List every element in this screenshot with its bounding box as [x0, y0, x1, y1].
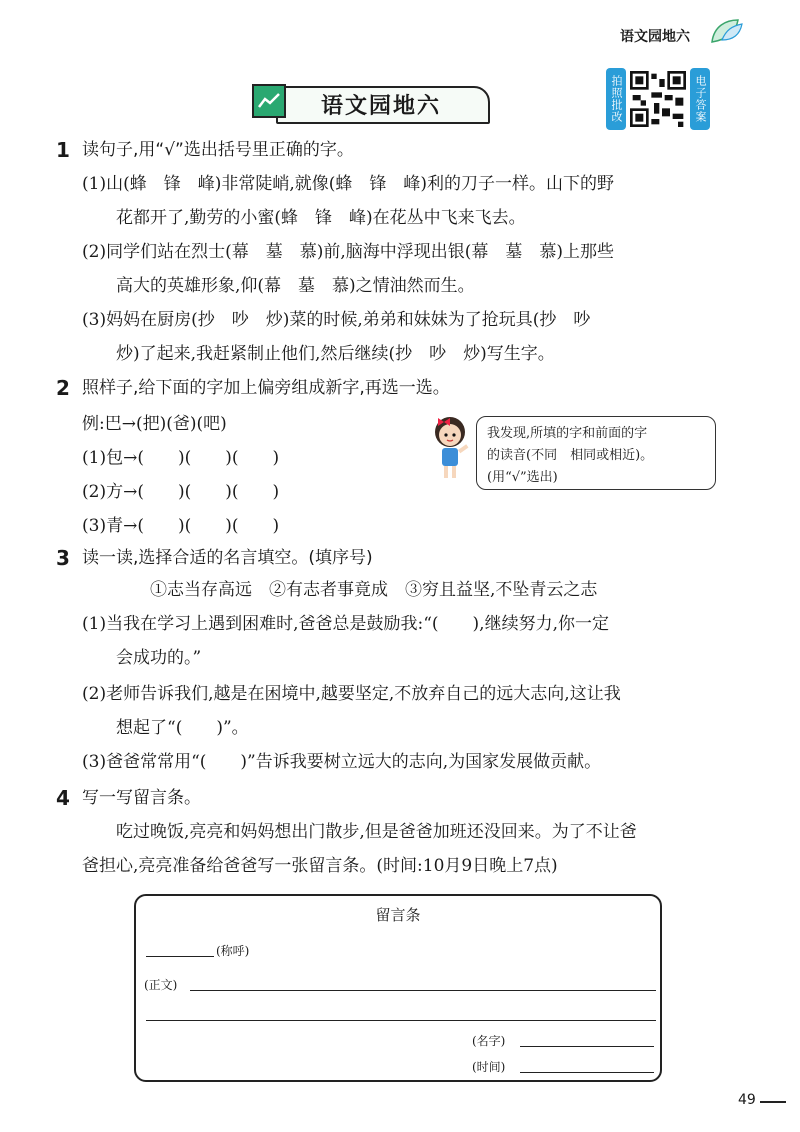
q1-line: 花都开了,勤劳的小蜜(蜂 锋 峰)在花丛中飞来飞去。: [116, 208, 526, 228]
q1-line: (1)山(蜂 锋 峰)非常陡峭,就像(蜂 锋 峰)利的刀子一样。山下的野: [82, 174, 615, 194]
q1-title: 读句子,用“√”选出括号里正确的字。: [82, 140, 354, 160]
body-label: (正文): [144, 978, 178, 992]
running-title: 语文园地六: [620, 29, 690, 45]
q3-line: (3)爸爸常常用“( )”告诉我要树立远大的志向,为国家发展做贡献。: [82, 752, 602, 772]
qr-right-label: 电子答案: [690, 68, 710, 130]
qr-code-icon: [630, 71, 686, 127]
message-note-box: [134, 894, 662, 1082]
qr-block: [606, 68, 710, 130]
time-label: (时间): [472, 1060, 506, 1074]
q1-line: (2)同学们站在烈士(幕 墓 慕)前,脑海中浮现出银(幕 墓 慕)上那些: [82, 242, 615, 262]
q1-line: (3)妈妈在厨房(抄 吵 炒)菜的时候,弟弟和妹妹为了抢玩具(抄 吵: [82, 310, 591, 330]
girl-illustration-icon: [426, 410, 476, 482]
q3-title: 读一读,选择合适的名言填空。(填序号): [82, 548, 373, 568]
banner-title: 语文园地六: [320, 94, 441, 119]
page-number: 49: [738, 1092, 756, 1108]
q2-title: 照样子,给下面的字加上偏旁组成新字,再选一选。: [82, 378, 450, 398]
hint-line: 的读音(不同 相同或相近)。: [487, 448, 654, 463]
q2-example: 例:巴→(把)(爸)(吧): [82, 414, 227, 434]
time-line[interactable]: [520, 1072, 654, 1073]
q4-title: 写一写留言条。: [82, 788, 201, 808]
q4-line: 吃过晚饭,亮亮和妈妈想出门散步,但是爸爸加班还没回来。为了不让爸: [116, 822, 637, 842]
name-line[interactable]: [520, 1046, 654, 1047]
q2-item: (2)方→( )( )( ): [82, 482, 280, 502]
salutation-label: (称呼): [216, 944, 250, 958]
q2-item: (3)青→( )( )( ): [82, 516, 280, 536]
leaf-icon: [708, 16, 744, 46]
page-number-rule: [760, 1101, 786, 1103]
hint-line: (用“√”选出): [487, 470, 558, 485]
q3-line: (2)老师告诉我们,越是在困境中,越要坚定,不放弃自己的远大志向,这让我: [82, 684, 621, 704]
body-line[interactable]: [146, 1020, 656, 1021]
q3-line: 会成功的。”: [116, 648, 202, 668]
body-line[interactable]: [190, 990, 656, 991]
hint-line: 我发现,所填的字和前面的字: [487, 426, 648, 441]
q1-line: 炒)了起来,我赶紧制止他们,然后继续(抄 吵 炒)写生字。: [116, 344, 555, 364]
q3-line: (1)当我在学习上遇到困难时,爸爸总是鼓励我:“( ),继续努力,你一定: [82, 614, 609, 634]
q2-number: 2: [56, 376, 70, 400]
section-banner: [252, 80, 490, 126]
note-title: 留言条: [375, 906, 421, 924]
q1-number: 1: [56, 138, 70, 162]
q3-options: ①志当存高远 ②有志者事竟成 ③穷且益坚,不坠青云之志: [150, 580, 598, 600]
salutation-line[interactable]: [146, 956, 214, 957]
q3-line: 想起了“( )”。: [116, 718, 249, 738]
name-label: (名字): [472, 1034, 506, 1048]
q2-item: (1)包→( )( )( ): [82, 448, 280, 468]
q4-number: 4: [56, 786, 70, 810]
hint-bubble: [476, 416, 716, 490]
q3-number: 3: [56, 546, 70, 570]
q1-line: 高大的英雄形象,仰(幕 墓 慕)之情油然而生。: [116, 276, 475, 296]
q4-line: 爸担心,亮亮准备给爸爸写一张留言条。(时间:10月9日晚上7点): [82, 856, 558, 876]
qr-left-label: 拍照批改: [606, 68, 626, 130]
